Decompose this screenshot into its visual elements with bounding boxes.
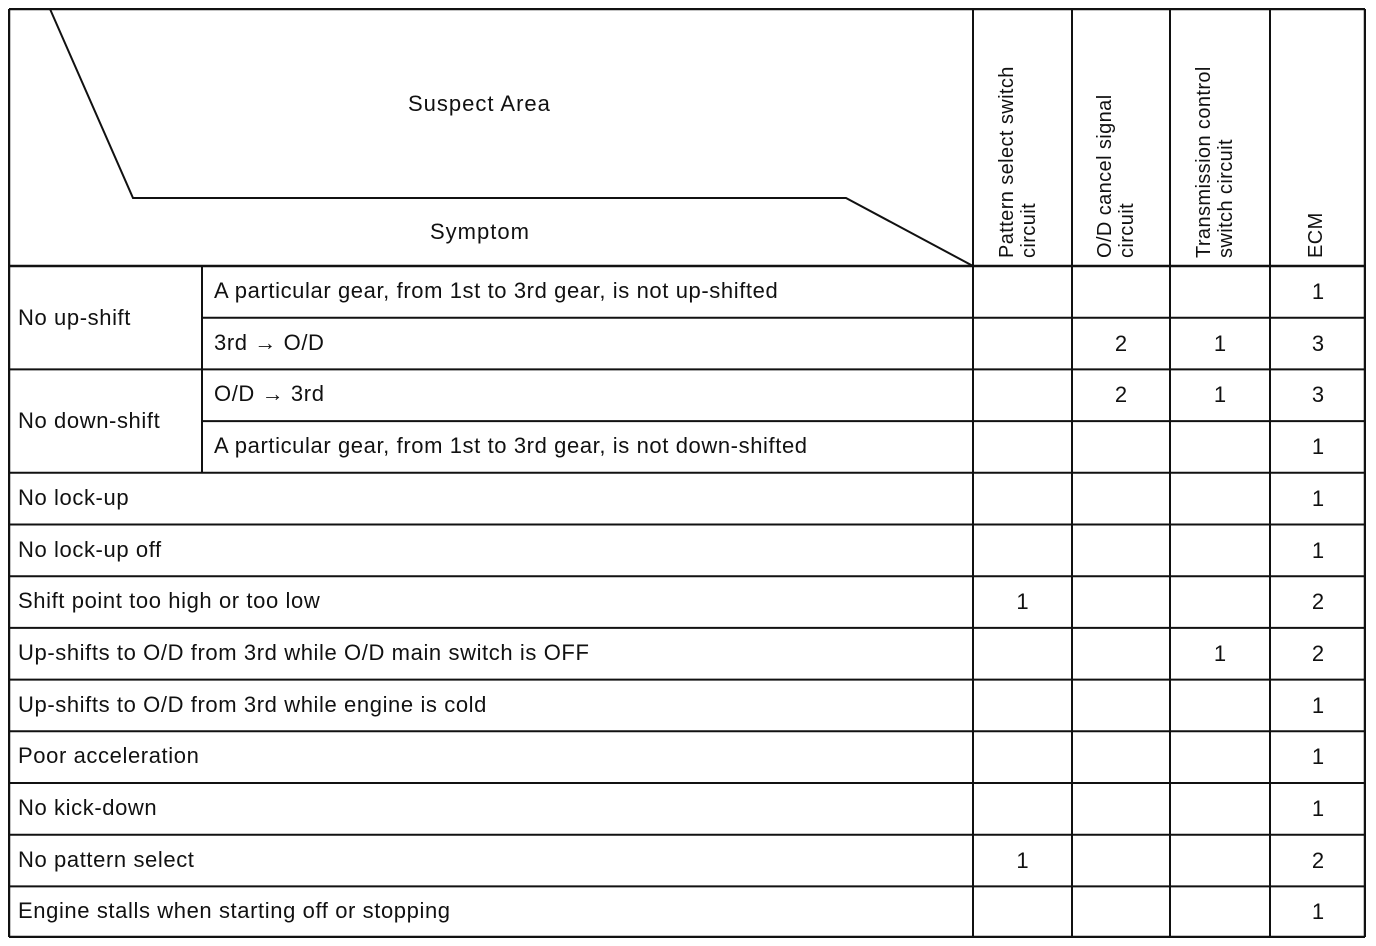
cell-ecm: 3	[1311, 382, 1325, 408]
cell-ecm: 1	[1311, 279, 1325, 304]
symptom-table	[8, 8, 1366, 938]
cell-ecm: 3	[1311, 330, 1325, 356]
cell-od-cancel: 2	[1114, 382, 1128, 408]
row-symptom-text: No lock-up off	[18, 536, 162, 562]
row-symptom-text: Shift point too high or too low	[18, 588, 321, 614]
row-symptom-text: No lock-up	[18, 484, 130, 510]
row-symptom-text: A particular gear, from 1st to 3rd gear, is not down-shifted	[214, 433, 808, 459]
cell-pattern: 1	[1016, 589, 1029, 615]
row-symptom-text: 3rd → O/D	[214, 329, 325, 355]
cell-ecm: 1	[1311, 434, 1325, 460]
suspect-area-heading: Suspect Area	[408, 91, 551, 116]
cell-ecm: 2	[1311, 589, 1325, 615]
cell-ecm: 1	[1311, 744, 1325, 770]
cell-trans-ctrl: 1	[1213, 382, 1227, 408]
row-symptom-text: A particular gear, from 1st to 3rd gear, is not up-shifted	[214, 278, 779, 303]
row-symptom-text: No pattern select	[18, 846, 195, 872]
cell-trans-ctrl: 1	[1213, 640, 1227, 666]
cell-ecm: 1	[1311, 537, 1325, 563]
cell-ecm: 2	[1311, 640, 1325, 666]
row-symptom-text: Engine stalls when starting off or stopping	[18, 898, 451, 924]
table-grid-lines	[8, 8, 1366, 938]
group-label-no-up-shift: No up-shift	[18, 305, 131, 330]
cell-trans-ctrl: 1	[1213, 330, 1227, 356]
cell-ecm: 1	[1311, 899, 1325, 925]
symptom-heading: Symptom	[430, 219, 530, 244]
row-symptom-text: No kick-down	[18, 795, 158, 820]
cell-od-cancel: 2	[1114, 330, 1128, 356]
cell-pattern: 1	[1016, 847, 1029, 873]
col-header-transmission-control: Transmission control switch circuit	[1193, 66, 1237, 258]
cell-ecm: 1	[1311, 485, 1325, 511]
col-header-od-cancel: O/D cancel signal circuit	[1094, 94, 1138, 258]
row-symptom-text: Up-shifts to O/D from 3rd while O/D main switch is OFF	[18, 639, 590, 665]
row-symptom-text: Up-shifts to O/D from 3rd while engine is cold	[18, 691, 487, 717]
cell-ecm: 1	[1311, 692, 1325, 718]
col-header-pattern-select: Pattern select switch circuit	[996, 66, 1040, 258]
cell-ecm: 1	[1311, 796, 1325, 821]
col-header-ecm: ECM	[1305, 212, 1327, 258]
group-label-no-down-shift: No down-shift	[18, 408, 161, 433]
cell-ecm: 2	[1311, 847, 1325, 873]
row-symptom-text: Poor acceleration	[18, 743, 200, 769]
row-symptom-text: O/D → 3rd	[214, 381, 325, 407]
